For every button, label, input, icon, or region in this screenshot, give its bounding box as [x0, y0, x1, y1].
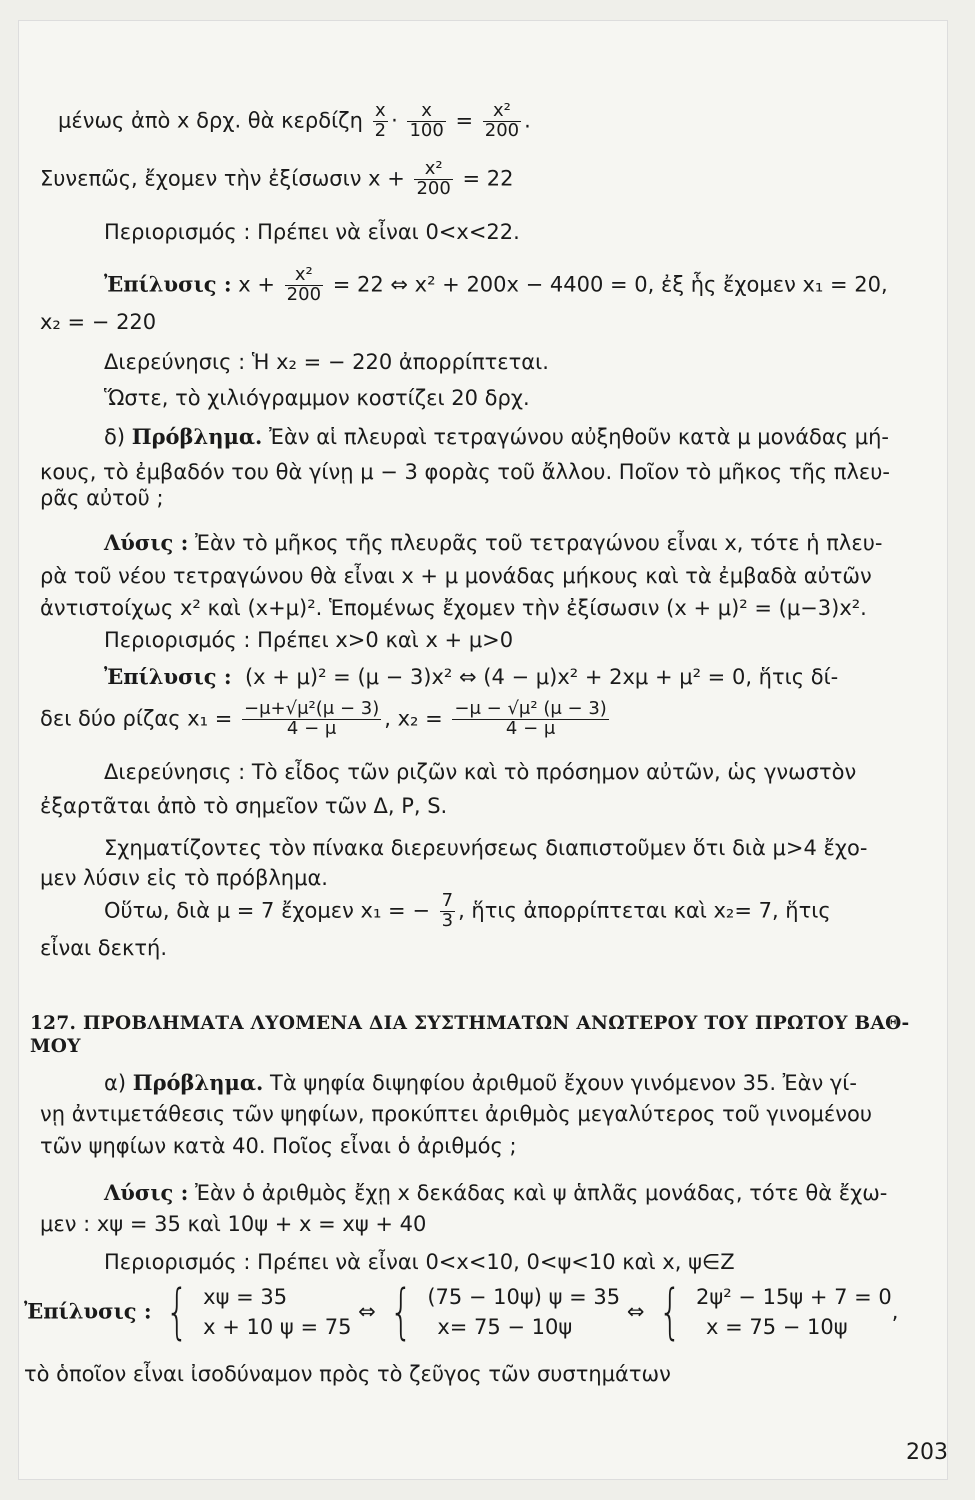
text-line: Συνεπῶς, ἔχομεν τὴν ἐξίσωσιν x + $\frac{\text{x²}}{200}$ = 22: [40, 158, 514, 199]
text-line: Περιορισμός : Πρέπει νὰ εἶναι 0<x<22.: [104, 220, 520, 244]
book-page: [18, 20, 948, 1480]
system-1: xψ = 35 x + 10 ψ = 75: [203, 1285, 352, 1340]
text-line: δ) Πρόβλημα. Ἐὰν αἱ πλευραὶ τετραγώνου αὐξηθοῦν κατὰ μ μονάδας μή-: [104, 424, 889, 449]
text-line: ἐξαρτᾶται ἀπὸ τὸ σημεῖον τῶν Δ, P, S.: [40, 794, 448, 818]
fraction: $\frac{\text{x²}}{200}$: [286, 264, 322, 305]
text-line: Διερεύνησις : Τὸ εἶδος τῶν ριζῶν καὶ τὸ πρόσημον αὐτῶν, ὡς γνωστὸν: [104, 760, 857, 784]
text-line: Οὕτω, διὰ μ = 7 ἔχομεν x₁ = − $\frac{7}{3}$ , ἥτις ἀπορρίπτεται καὶ x₂= 7, ἥτις: [104, 890, 831, 931]
text-line: δει δύο ρίζας x₁ = $\frac{\text{−μ+√μ²(μ − 3)}}{4 - \mu}$ , x₂ = $\frac{\text{−μ − √μ² (μ − 3)}}{4 - \mu}$: [40, 698, 607, 739]
left-brace: {: [390, 1277, 413, 1348]
text-line: Σχηματίζοντες τὸν πίνακα διερευνήσεως διαπιστοῦμεν ὅτι διὰ μ>4 ἔχο-: [104, 836, 868, 860]
page-number: 203: [906, 1440, 948, 1465]
text-line: ρὰ τοῦ νέου τετραγώνου θὰ εἶναι x + μ μονάδας μήκους καὶ τὰ ἐμβαδὰ αὐτῶν: [40, 564, 872, 588]
text-line: τῶν ψηφίων κατὰ 40. Ποῖος εἶναι ὁ ἀριθμός ;: [40, 1134, 517, 1158]
fraction: $\frac{x}{2}$: [374, 100, 387, 141]
text-line: ρᾶς αὐτοῦ ;: [40, 486, 164, 510]
text-line: Λύσις : Ἐὰν ὁ ἀριθμὸς ἔχῃ x δεκάδας καὶ ψ ἁπλᾶς μονάδας, τότε θὰ ἔχω-: [104, 1180, 888, 1205]
section-heading: 127. ΠΡΟΒΛΗΜΑΤΑ ΛΥΟΜΕΝΑ ΔΙΑ ΣΥΣΤΗΜΑΤΩΝ ΑΝΩΤΕΡΟΥ ΤΟΥ ΠΡΩΤΟΥ ΒΑΘ-ΜΟΥ: [30, 1013, 910, 1058]
text-line: Περιορισμός : Πρέπει x>0 καὶ x + μ>0: [104, 628, 514, 652]
fraction: $\frac{x}{100}$: [409, 100, 444, 141]
left-brace: {: [658, 1277, 682, 1348]
text-line: Διερεύνησις : Ἡ x₂ = − 220 ἀπορρίπτεται.: [104, 350, 549, 374]
fraction: $\frac{\text{x²}}{200}$: [484, 100, 520, 141]
text-line: μένως ἀπὸ x δρχ. θὰ κερδίζη $\frac{x}{2}$ · $\frac{x}{100}$ = $\frac{\text{x²}}{200}$ .: [58, 100, 531, 141]
fraction: $\frac{\text{x²}}{200}$: [416, 158, 451, 199]
text-line: x₂ = − 220: [40, 310, 157, 334]
system-2: (75 − 10ψ) ψ = 35 x= 75 − 10ψ: [427, 1285, 621, 1340]
text-line: Ἐπίλυσις : x + $\frac{\text{x²}}{200}$ = 22 ⇔ x² + 200x − 4400 = 0, ἐξ ἧς ἔχομεν x₁ = 20,: [104, 264, 888, 305]
fraction: $\frac{\text{−μ − √μ² (μ − 3)}}{4 - \mu}$: [454, 698, 607, 739]
text-line: μεν λύσιν εἰς τὸ πρόβλημα.: [40, 866, 328, 890]
fraction: $\frac{\text{−μ+√μ²(μ − 3)}}{4 - \mu}$: [244, 698, 380, 739]
text-line: νῃ ἀντιμετάθεσις τῶν ψηφίων, προκύπτει ἀριθμὸς μεγαλύτερος τοῦ γινομένου: [40, 1102, 872, 1126]
left-brace: {: [165, 1277, 189, 1348]
text-line: α) Πρόβλημα. Τὰ ψηφία διψηφίου ἀριθμοῦ ἔχουν γινόμενον 35. Ἐὰν γί-: [104, 1070, 857, 1095]
text-line: Ὥστε, τὸ χιλιόγραμμον κοστίζει 20 δρχ.: [104, 386, 530, 410]
text-line: Λύσις : Ἐὰν τὸ μῆκος τῆς πλευρᾶς τοῦ τετραγώνου εἶναι x, τότε ἡ πλευ-: [104, 530, 883, 555]
text-line: Ἐπίλυσις : (x + μ)² = (μ − 3)x² ⇔ (4 − μ)x² + 2xμ + μ² = 0, ἥτις δί-: [104, 664, 839, 689]
equation-system-line: Ἐπίλυσις : { xψ = 35 x + 10 ψ = 75 ⇔ { (75 − 10ψ) ψ = 35 x= 75 − 10ψ ⇔ { 2ψ² − 15ψ + 7 = 0 x = 75 − 10ψ ,: [24, 1277, 899, 1348]
text-line: εἶναι δεκτή.: [40, 936, 168, 960]
text-line: Περιορισμός : Πρέπει νὰ εἶναι 0<x<10, 0<ψ<10 καὶ x, ψ∈Z: [104, 1250, 735, 1274]
system-3: 2ψ² − 15ψ + 7 = 0 x = 75 − 10ψ: [696, 1285, 892, 1340]
fraction: $\frac{7}{3}$: [441, 890, 454, 931]
text-line: τὸ ὁποῖον εἶναι ἰσοδύναμον πρὸς τὸ ζεῦγος τῶν συστημάτων: [24, 1362, 671, 1386]
text-line: ἀντιστοίχως x² καὶ (x+μ)². Ἑπομένως ἔχομεν τὴν ἐξίσωσιν (x + μ)² = (μ−3)x².: [40, 596, 867, 620]
text-line: κους, τὸ ἐμβαδόν του θὰ γίνῃ μ − 3 φορὰς τοῦ ἄλλου. Ποῖον τὸ μῆκος τῆς πλευ-: [40, 460, 890, 484]
text-line: μεν : xψ = 35 καὶ 10ψ + x = xψ + 40: [40, 1212, 427, 1236]
